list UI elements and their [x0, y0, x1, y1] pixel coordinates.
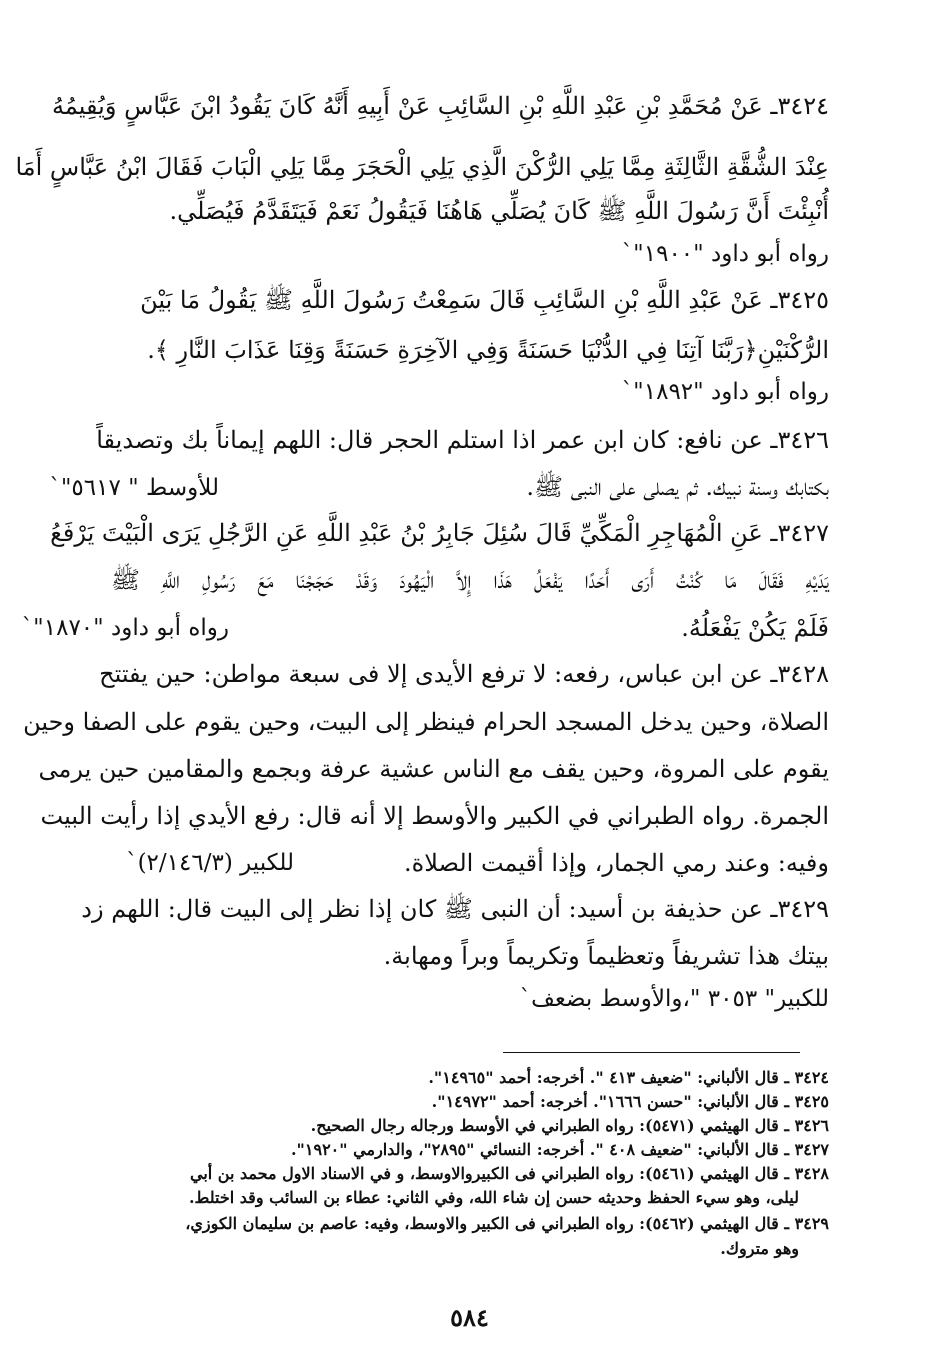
footnote-3427: ٣٤٢٧ ـ قال الألباني: "ضعيف ٤٠٨ ". أخرجه: النسائي "٢٨٩٥"، والدارمي "١٩٢٠". — [290, 1140, 829, 1159]
hadith-3428-line-3: يقوم على المروة، وحين يقف مع الناس عشية عرفة وبجمع والمقامين حين يرمى — [38, 755, 829, 783]
hadith-3429-line-1: ٣٤٢٩ـ عن حذيفة بن أسيد: أن النبى ﷺ كان إذا نظر إلى البيت قال: اللهم زد — [81, 895, 829, 923]
hadith-3427-line-3: فَلَمْ يَكُنْ يَفْعَلُهُ. — [681, 614, 829, 642]
hadith-3425-citation: رواه أبو داود "١٨٩٢"` — [621, 379, 829, 405]
hadith-3429-citation: للكبير" ٣٠٥٣ "،والأوسط بضعف` — [519, 986, 829, 1012]
footnote-separator — [503, 1052, 800, 1053]
footnote-3428-line-2: ليلى، وهو سيء الحفظ وحديثه حسن إن شاء الله، وفي الثاني: عطاء بن السائب وقد اختلط. — [188, 1188, 799, 1207]
hadith-3428-line-2: الصلاة، وحين يدخل المسجد الحرام فينظر إلى البيت، وحين يقوم على الصفا وحين — [23, 708, 829, 736]
hadith-3428-line-4: الجمرة. رواه الطبراني في الكبير والأوسط إلا أنه قال: رفع الأيدي إذا رأيت البيت — [40, 802, 829, 830]
hadith-3428-line-1: ٣٤٢٨ـ عن ابن عباس، رفعه: لا ترفع الأيدى إلا فى سبعة مواطن: حين يفتتح — [99, 660, 829, 688]
hadith-3427-line-2: يَدَيْهِ فَقَالَ مَا كُنْتُ أَرَى أَحَدًا يَفْعَلُ هَذَا إِلاَّ الْيَهُودَ وَقَدْ حَجَجْنَا مَعَ رَسُولِ اللَّهِ ﷺ — [111, 566, 829, 594]
hadith-3428-citation: للكبير (٢/١٤٦/٣)` — [126, 850, 294, 876]
hadith-3427-citation: رواه أبو داود "١٨٧٠"` — [21, 615, 229, 641]
hadith-3426-line-2: بكتابك وسنة نبيك. ثم يصلى على النبى ﷺ. — [526, 473, 829, 501]
footnote-3425: ٣٤٢٥ ـ قال الألباني: "حسن ١٦٦٦". أخرجه: أحمد "١٤٩٧٢". — [431, 1092, 829, 1111]
footnote-3429-line-2: وهو متروك. — [720, 1239, 799, 1258]
hadith-3429-line-2: بيتك هذا تشريفاً وتعظيماً وتكريماً وبراً ومهابة. — [383, 942, 829, 970]
hadith-3428-line-5: وفيه: وعند رمي الجمار، وإذا أقيمت الصلاة. — [404, 849, 829, 877]
hadith-3424-line-1: ٣٤٢٤ـ عَنْ مُحَمَّدِ بْنِ عَبْدِ اللَّهِ بْنِ السَّائِبِ عَنْ أَبِيهِ أَنَّهُ كَانَ يَقُودُ ابْنَ عَبَّاسٍ وَيُقِيمُهُ — [52, 92, 829, 120]
hadith-3426-citation: للأوسط " ٥٦١٧"` — [49, 475, 219, 501]
footnote-3426: ٣٤٢٦ ـ قال الهيثمي (٥٤٧١): رواه الطبراني في الأوسط ورجاله رجال الصحيح. — [310, 1116, 829, 1135]
hadith-3427-line-1: ٣٤٢٧ـ عَنِ الْمُهَاجِرِ الْمَكِّيِّ قَالَ سُئِلَ جَابِرُ بْنُ عَبْدِ اللَّهِ عَنِ الرَّجُلِ يَرَى الْبَيْتَ يَرْفَعُ — [50, 519, 829, 547]
hadith-3425-line-1: ٣٤٢٥ـ عَنْ عَبْدِ اللَّهِ بْنِ السَّائِبِ قَالَ سَمِعْتُ رَسُولَ اللَّهِ ﷺ يَقُولُ مَا بَيْنَ — [140, 286, 829, 314]
footnote-3424: ٣٤٢٤ ـ قال الألباني: "ضعيف ٤١٣ ". أخرجه: أحمد "١٤٩٦٥". — [428, 1068, 829, 1087]
footnote-3428-line-1: ٣٤٢٨ ـ قال الهيثمي (٥٤٦١): رواه الطبراني فى الكبيروالاوسط، و في الاسناد الاول محمد بن أبي — [190, 1164, 829, 1183]
hadith-3425-line-2: الرُّكْنَيْنِ﴿رَبَّنَا آتِنَا فِي الدُّنْيَا حَسَنَةً وَفِي الآخِرَةِ حَسَنَةً وَقِنَا عَذَابَ النَّارِ ﴾. — [147, 336, 829, 364]
footnote-3429-line-1: ٣٤٢٩ ـ قال الهيثمي (٥٤٦٢): رواه الطبراني فى الكبير والاوسط، وفيه: عاصم بن سليمان الكوزي، — [185, 1214, 829, 1233]
page-number: ٥٨٤ — [450, 1303, 489, 1332]
hadith-3424-line-2: عِنْدَ الشُّقَّةِ الثَّالِثَةِ مِمَّا يَلِي الرُّكْنَ الَّذِي يَلِي الْحَجَرَ مِمَّا يَلِي الْبَابَ فَقَالَ ابْنُ عَبَّاسٍ أَمَا — [15, 153, 829, 181]
hadith-3424-citation: رواه أبو داود "١٩٠٠"` — [621, 241, 829, 267]
hadith-3426-line-1: ٣٤٢٦ـ عن نافع: كان ابن عمر اذا استلم الحجر قال: اللهم إيماناً بك وتصديقاً — [96, 426, 829, 454]
hadith-3424-line-3: أُنْبِئْتَ أَنَّ رَسُولَ اللَّهِ ﷺ كَانَ يُصَلِّي هَاهُنَا فَيَقُولُ نَعَمْ فَيَتَقَدَّمُ فَيُصَلِّي. — [169, 197, 829, 225]
